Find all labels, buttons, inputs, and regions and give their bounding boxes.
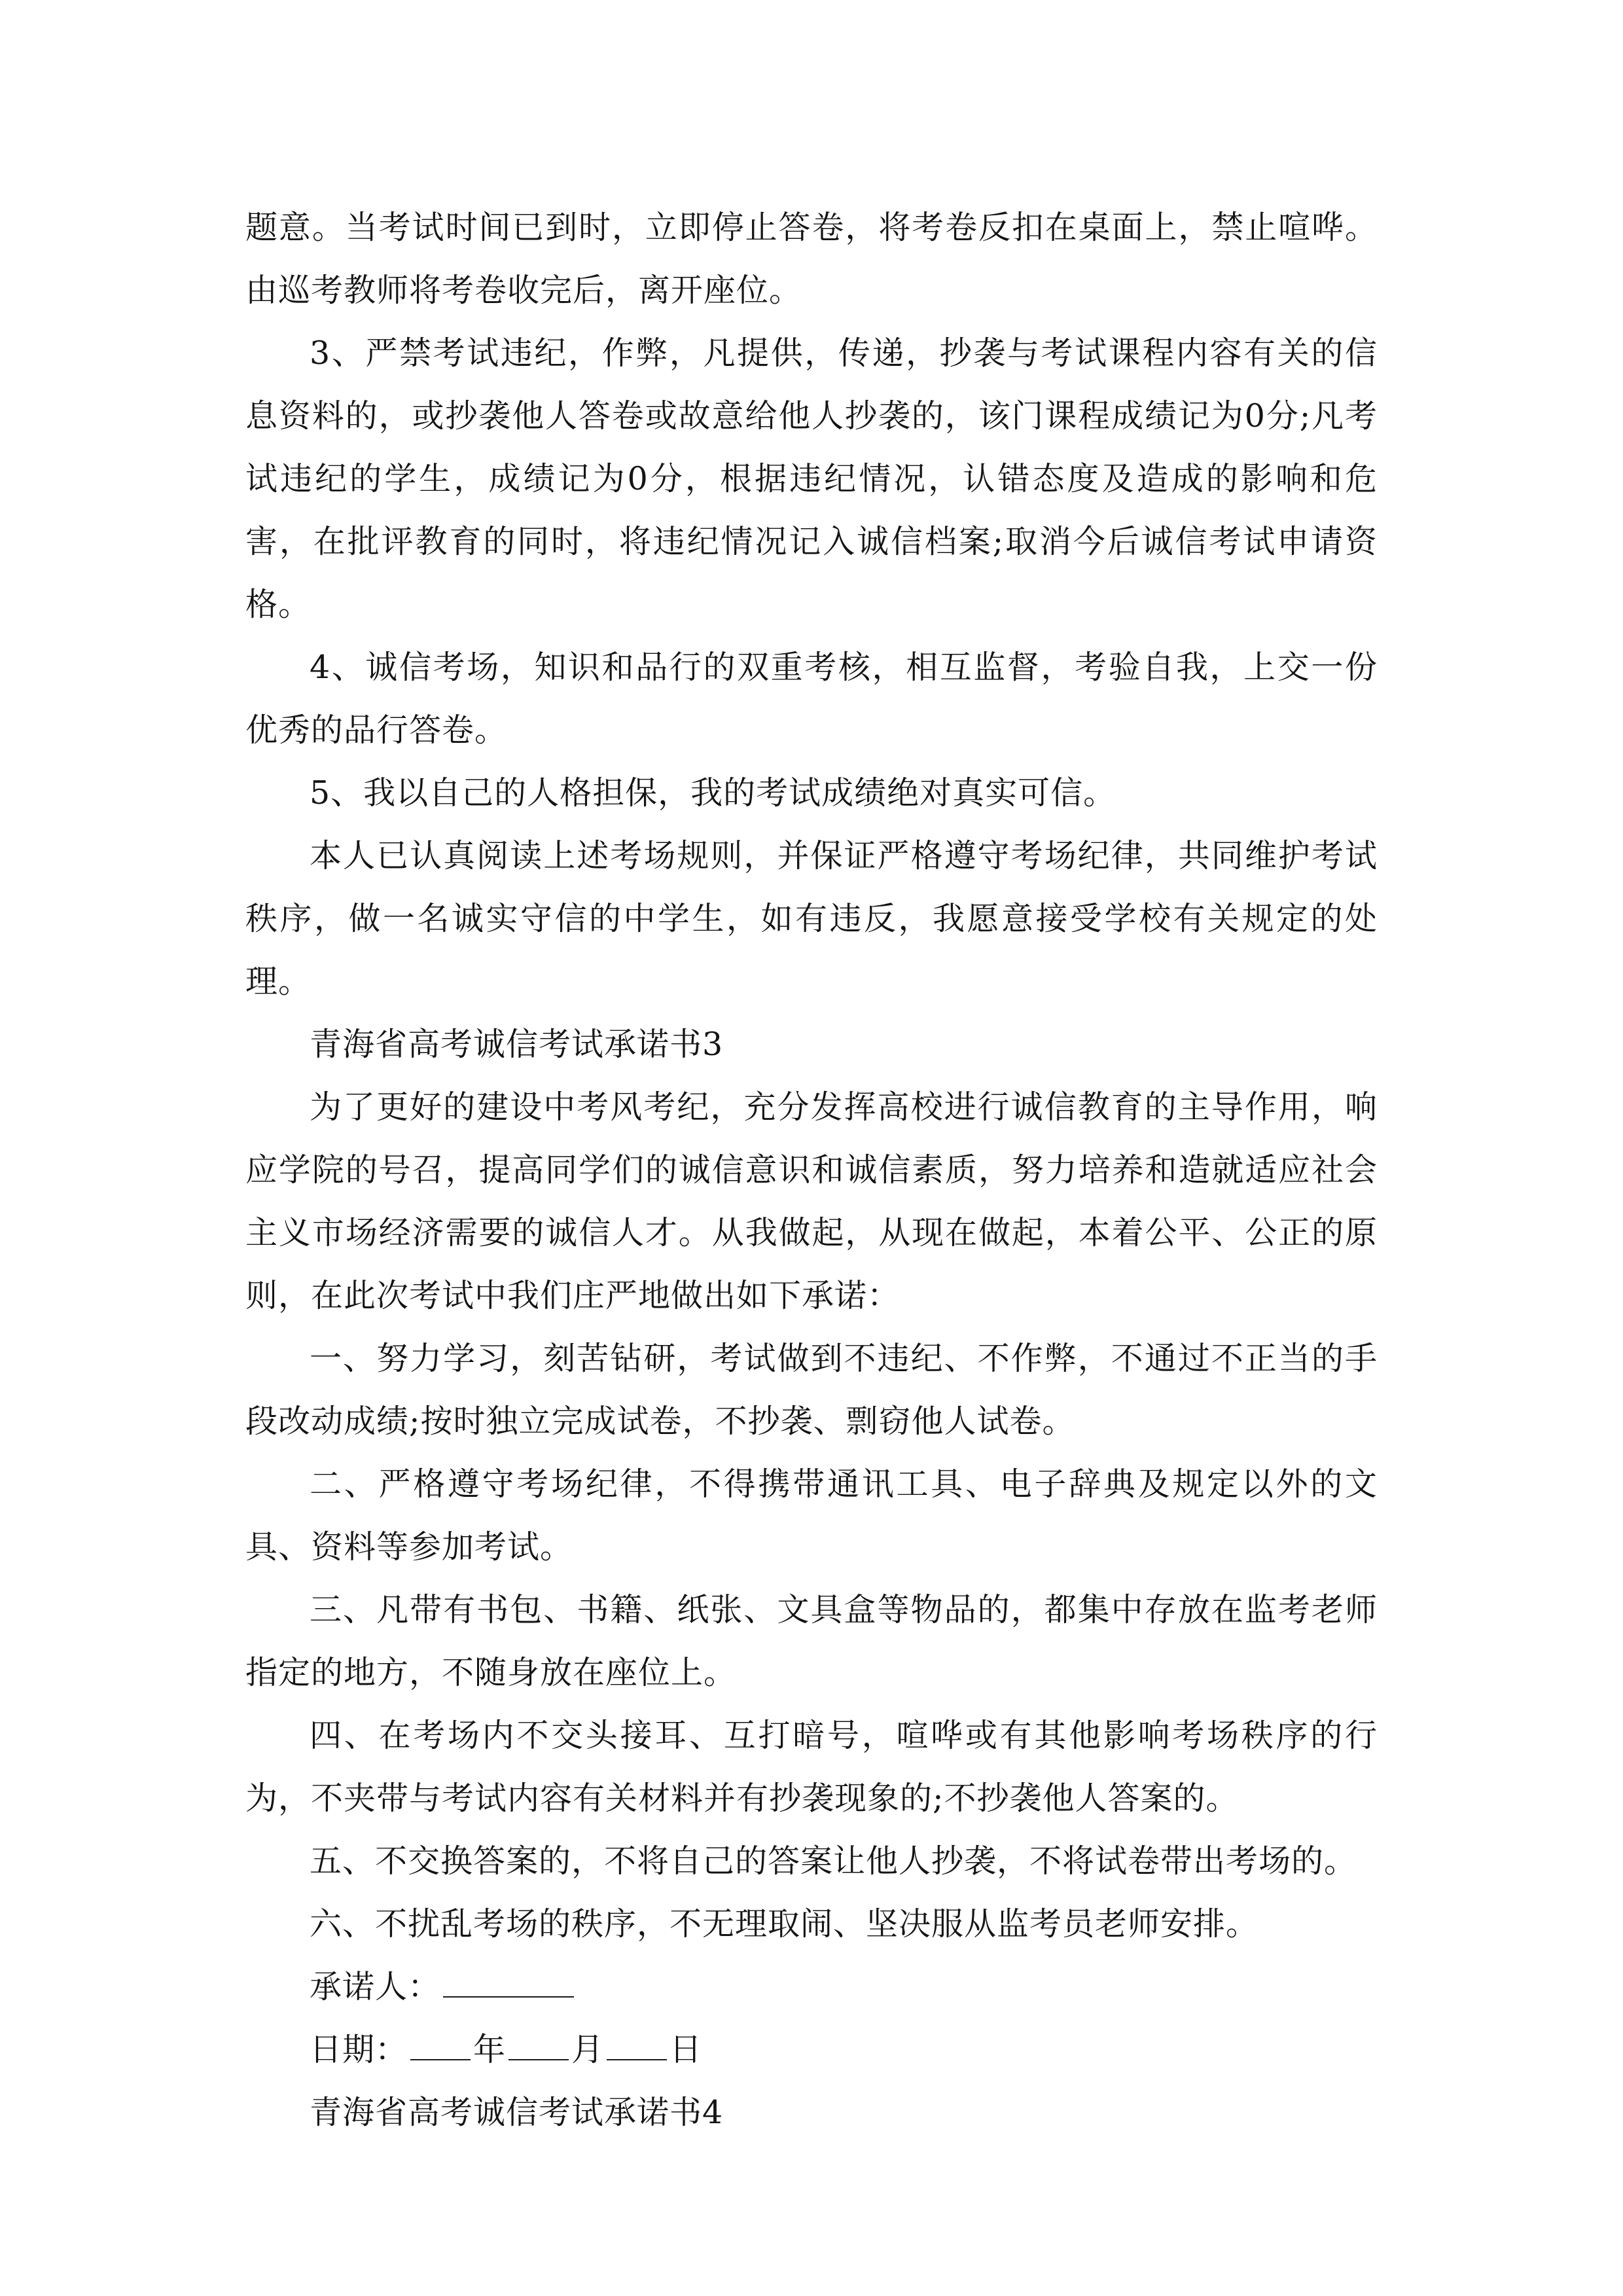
paragraph-commitment-1: 一、努力学习，刻苦钻研，考试做到不违纪、不作弊，不通过不正当的手段改动成绩;按时独立完成试卷，不抄袭、剽窃他人试卷。 <box>245 1340 1378 1440</box>
promisor-label: 承诺人： <box>310 1968 441 2005</box>
paragraph-section3-intro: 为了更好的建设中考风考纪，充分发挥高校进行诚信教育的主导作用，响应学院的号召，提高同学们的诚信意识和诚信素质，努力培养和造就适应社会主义市场经济需要的诚信人才。从我做起，从现在做起，本着公平、公正的原则，在此次考试中我们庄严地做出如下承诺： <box>245 1088 1378 1314</box>
paragraph-declaration: 本人已认真阅读上述考场规则，并保证严格遵守考场纪律，共同维护考试秩序，做一名诚实守信的中学生，如有违反，我愿意接受学校有关规定的处理。 <box>245 837 1378 1000</box>
promisor-blank[interactable] <box>443 1969 574 1998</box>
year-blank[interactable] <box>410 2032 471 2060</box>
date-line <box>245 2018 1378 2081</box>
paragraph-commitment-4: 四、在考场内不交头接耳、互打暗号，喧哗或有其他影响考场秩序的行为，不夹带与考试内容有关材料并有抄袭现象的;不抄袭他人答案的。 <box>245 1717 1378 1817</box>
paragraph-commitment-6: 六、不扰乱考场的秩序，不无理取闹、坚决服从监考员老师安排。 <box>310 1905 1259 1943</box>
paragraph-commitment-5: 五、不交换答案的，不将自己的答案让他人抄袭，不将试卷带出考场的。 <box>310 1842 1357 1880</box>
paragraph-rule-3: 3、严禁考试违纪，作弊，凡提供，传递，抄袭与考试课程内容有关的信息资料的，或抄袭他人答卷或故意给他人抄袭的，该门课程成绩记为0分;凡考试违纪的学生，成绩记为0分，根据违纪情况，认错态度及造成的影响和危害，在批评教育的同时，将违纪情况记入诚信档案;取消今后诚信考试申请资格。 <box>245 334 1378 623</box>
paragraph-commitment-2: 二、严格遵守考场纪律，不得携带通讯工具、电子辞典及规定以外的文具、资料等参加考试。 <box>245 1465 1378 1566</box>
day-label: 日 <box>669 2031 703 2068</box>
day-blank[interactable] <box>607 2032 667 2060</box>
promisor-line <box>245 1956 1378 2018</box>
section-4-title: 青海省高考诚信考试承诺书4 <box>310 2094 724 2131</box>
section-3-title: 青海省高考诚信考试承诺书3 <box>310 1026 724 1063</box>
year-label: 年 <box>473 2031 507 2068</box>
paragraph-rule-4: 4、诚信考场，知识和品行的双重考核，相互监督，考验自我，上交一份优秀的品行答卷。 <box>245 649 1378 749</box>
month-blank[interactable] <box>508 2032 569 2060</box>
date-label: 日期： <box>310 2031 408 2068</box>
paragraph-commitment-3: 三、凡带有书包、书籍、纸张、文具盒等物品的，都集中存放在监考老师指定的地方，不随身放在座位上。 <box>245 1591 1378 1691</box>
paragraph-exam-end-rule: 题意。当考试时间已到时，立即停止答卷，将考卷反扣在桌面上，禁止喧哗。由巡考教师将考卷收完后，离开座位。 <box>245 209 1378 309</box>
paragraph-rule-5: 5、我以自己的人格担保，我的考试成绩绝对真实可信。 <box>310 774 1116 812</box>
month-label: 月 <box>571 2031 605 2068</box>
document-body <box>245 196 1378 2144</box>
